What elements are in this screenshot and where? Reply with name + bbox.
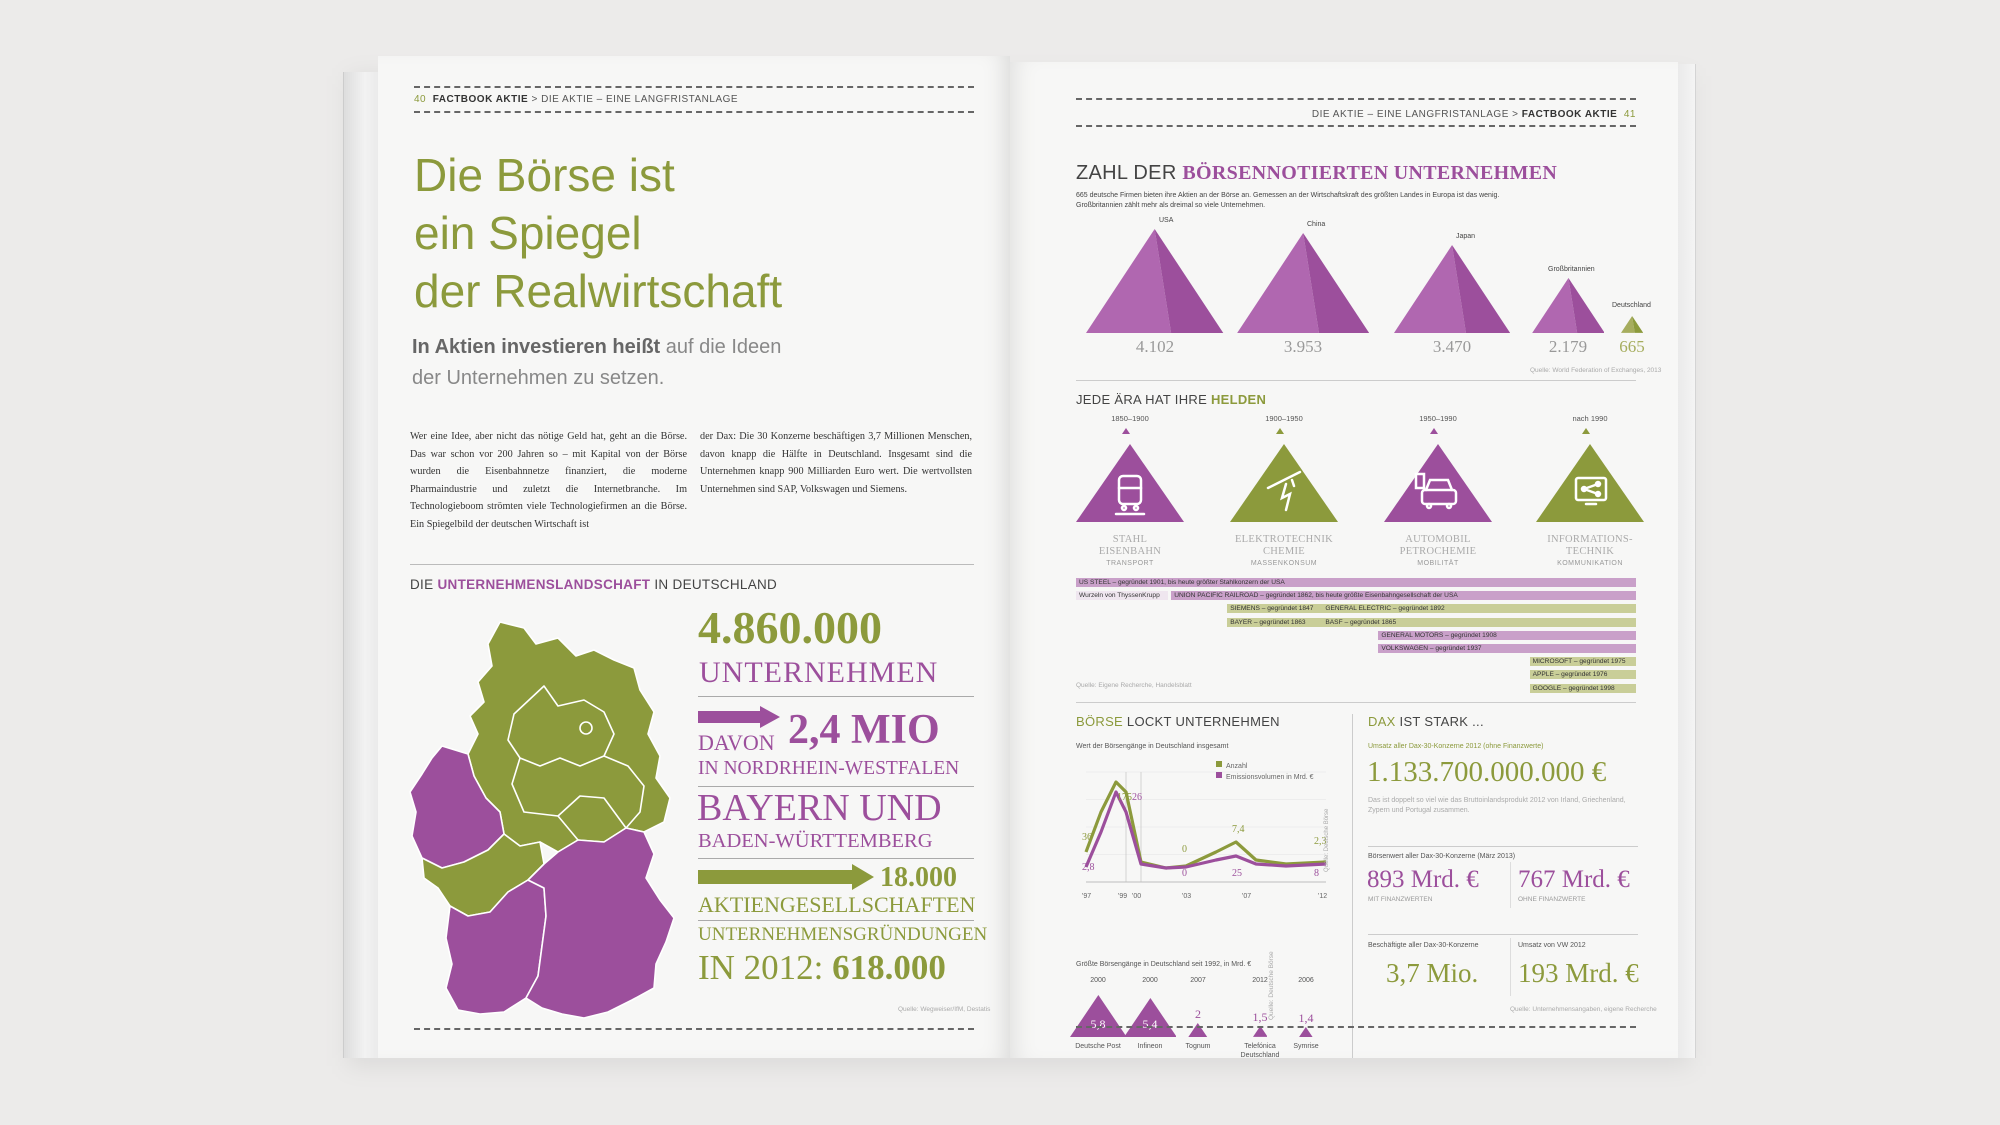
ipo-annotation: 26 — [1132, 792, 1142, 803]
ipo-annotation: 0 — [1182, 868, 1187, 879]
era-period: 1850–1900 — [1111, 414, 1149, 423]
largest-ipo-name: Deutsche Post — [1075, 1043, 1121, 1050]
timeline-bar: Wurzeln von ThyssenKrupp — [1076, 591, 1168, 600]
era-name-2: TECHNIK — [1565, 546, 1615, 557]
largest-ipo-year: 2000 — [1142, 977, 1158, 984]
timeline-bar: SIEMENS – gegründet 1847 — [1227, 604, 1636, 613]
era-period: 1950–1990 — [1419, 414, 1457, 423]
map-bayern-region — [526, 828, 674, 1018]
largest-ipo-value: 1,5 — [1252, 1010, 1268, 1025]
left-page — [378, 56, 1010, 1058]
largest-ipo-pyramid — [1299, 1027, 1313, 1037]
stat-davon: DAVON — [698, 730, 775, 755]
stat-bw-label: BADEN-WÜRTTEMBERG — [698, 830, 933, 852]
ipo-title: BÖRSE LOCKT UNTERNEHMEN — [1076, 714, 1280, 729]
dax-title: DAX IST STARK ... — [1368, 714, 1484, 729]
ipo-x-label: '97 — [1082, 893, 1092, 900]
ipo-x-label: '03 — [1182, 893, 1192, 900]
timeline-bar: GOOGLE – gegründet 1998 — [1530, 684, 1636, 693]
left-source-note: Quelle: Wegweiser/IfM, Destatis — [898, 1006, 991, 1013]
arrow-right-icon — [698, 706, 780, 728]
page-stack-right — [1676, 64, 1696, 1058]
dax-employees-value: 3,7 Mio. — [1386, 958, 1479, 988]
pyramid-usa — [1086, 229, 1223, 333]
top-dashed-rule — [1076, 98, 1636, 100]
pyramid-value-japan: 3.470 — [1432, 337, 1472, 356]
pyramid-label-japan: Japan — [1456, 233, 1476, 241]
largest-ipo-value: 1,4 — [1298, 1010, 1314, 1025]
stat-total-companies: 4.860.000 — [698, 602, 882, 653]
pyramid-value-china: 3.953 — [1283, 337, 1323, 356]
era-name-1: ELEKTROTECHNIK — [1234, 534, 1334, 545]
era-name-1: INFORMATIONS- — [1547, 534, 1633, 545]
companies-intro-2: Großbritannien zählt mehr als dreimal so viele Unternehmen. — [1076, 202, 1266, 209]
section-divider — [1076, 380, 1636, 381]
largest-ipo-year: 2006 — [1298, 977, 1314, 984]
era-name-1: AUTOMOBIL — [1405, 534, 1471, 545]
ipo-annotation: 8 — [1314, 868, 1319, 879]
era-sub: MASSENKONSUM — [1250, 560, 1318, 567]
largest-ipo-pyramid — [1188, 1023, 1208, 1037]
dax-divider — [1368, 934, 1638, 935]
body-column-2: der Dax: Die 30 Konzerne beschäftigen 3,7 Millionen Menschen, davon knapp die Hälfte in Deutschland. Insgesamt sind die Unternehmen knapp 900 Milliarden Euro wert. Die wertvollsten Unternehmen sind SAP, Volkswagen und Siemens. — [700, 431, 972, 495]
ipo-x-label: '99 — [1118, 893, 1128, 900]
dax-mini-divider — [1510, 938, 1511, 996]
timeline-bar: GENERAL MOTORS – gegründet 1908 — [1378, 631, 1636, 640]
timeline-bar: UNION PACIFIC RAILROAD – gegründet 1862, bis heute größte Eisenbahngesellschaft der USA — [1171, 591, 1636, 600]
page-subtitle: In Aktien investieren heißt auf die Ideen der Unternehmen zu setzen. — [412, 336, 782, 389]
dax-mcap-label: Börsenwert aller Dax-30-Konzerne (März 2013) — [1368, 853, 1516, 860]
dax-source: Quelle: Unternehmensangaben, eigene Recherche — [1510, 1006, 1657, 1013]
page-stack-left — [343, 72, 379, 1058]
bottom-dashed-rule — [1076, 1026, 1636, 1028]
largest-ipo-name: Tognum — [1185, 1043, 1211, 1050]
stat-ag-label: AKTIENGESELLSCHAFTEN — [698, 892, 976, 917]
pyramid-label-großbritannien: Großbritannien — [1548, 265, 1595, 273]
page-title: Die Börse ist ein Spiegel der Realwirtschaft — [414, 149, 783, 317]
timeline-bar: GENERAL ELECTRIC – gegründet 1892 — [1322, 604, 1636, 613]
body-column-1: Wer eine Idee, aber nicht das nötige Geld hat, geht an die Börse. Das war schon vor 200 Jahren so – mit Kapital von der Börse wurden die Eisenbahnnetze finanziert, die moderne Pharmaindustrie und zuletzt die Internetbranche. Im Technologieboom strömten viele Technologiefirmen an die Börse. Ein Spiegelbild der deutschen Wirtschaft ist — [410, 431, 687, 530]
vw-turnover-label: Umsatz von VW 2012 — [1518, 942, 1586, 949]
era-pyramid — [1074, 428, 1186, 524]
largest-ipo-name: Infineon — [1137, 1043, 1163, 1050]
largest-ipo-title: Größte Börsengänge in Deutschland seit 1992, in Mrd. € — [1076, 961, 1252, 968]
pyramid-value-usa: 4.102 — [1135, 337, 1175, 356]
legend-swatch-b — [1216, 772, 1222, 778]
largest-ipo-value: 5,4 — [1142, 1017, 1158, 1031]
companies-title: ZAHL DER BÖRSENNOTIERTEN UNTERNEHMEN — [1076, 162, 1558, 184]
largest-ipo-value: 2 — [1195, 1006, 1201, 1021]
stat-founding-label: UNTERNEHMENSGRÜNDUNGEN — [698, 924, 988, 945]
legend-label-b: Emissionsvolumen in Mrd. € — [1226, 774, 1314, 781]
ipo-annotation: 175 — [1117, 792, 1132, 803]
ipo-annotation: 36 — [1082, 832, 1092, 843]
bottom-dashed-rule — [414, 1028, 974, 1030]
era-pyramid — [1382, 428, 1494, 524]
timeline-bar: VOLKSWAGEN – gegründet 1937 — [1378, 644, 1636, 653]
vw-turnover-value: 193 Mrd. € — [1518, 958, 1639, 988]
pyramid-deutschland — [1621, 316, 1643, 333]
top-dashed-rule — [414, 86, 974, 88]
era-name-2: CHEMIE — [1262, 546, 1306, 557]
ipo-annotation: 0 — [1182, 844, 1187, 855]
section-divider — [410, 564, 974, 565]
top-dashed-rule-2 — [414, 111, 974, 113]
era-name-2: EISENBAHN — [1098, 546, 1162, 557]
stat-nrw-count: 2,4 MIO — [788, 707, 940, 753]
pyramid-value-deutschland: 665 — [1619, 337, 1645, 356]
dax-mcap-with-fin: 893 Mrd. € — [1367, 866, 1479, 893]
pyramid-großbritannien — [1532, 278, 1605, 333]
era-sub: MOBILITÄT — [1417, 560, 1459, 567]
legend-swatch-a — [1216, 761, 1222, 767]
germany-map — [408, 616, 698, 1046]
dax-turnover-note: Das ist doppelt so viel wie das Bruttoinlandsprodukt 2012 von Irland, Griechenland, Zypern und Portugal zusammen. — [1368, 797, 1626, 814]
era-name-2: PETROCHEMIE — [1399, 546, 1477, 557]
ipo-subtitle: Wert der Börsengänge in Deutschland insgesamt — [1076, 743, 1229, 750]
dax-turnover-value: 1.133.700.000.000 € — [1367, 756, 1607, 788]
arrow-right-icon — [698, 864, 874, 890]
column-divider — [1352, 714, 1353, 1058]
ipo-annotation: 7,4 — [1232, 824, 1245, 835]
largest-ipo-year: 2000 — [1090, 977, 1106, 984]
stat-rule — [698, 696, 974, 697]
heroes-title: JEDE ÄRA HAT IHRE HELDEN — [1076, 392, 1267, 407]
largest-ipo-year: 2007 — [1190, 977, 1206, 984]
dax-mini-divider — [1510, 862, 1511, 908]
ipo-annotation: 2,8 — [1082, 862, 1095, 873]
heroes-source: Quelle: Eigene Recherche, Handelsblatt — [1076, 682, 1192, 689]
timeline-bar: BAYER – gegründet 1863 — [1227, 618, 1636, 627]
legend-label-a: Anzahl — [1226, 763, 1248, 770]
pyramid-label-china: China — [1307, 220, 1326, 228]
stat-rule — [698, 920, 974, 921]
era-pyramid — [1534, 428, 1646, 524]
dax-mcap-without-fin-note: OHNE FINANZWERTE — [1518, 896, 1586, 903]
ipo-source: Quelle: Deutsche Börse — [1268, 951, 1275, 1020]
pyramid-value-großbritannien: 2.179 — [1548, 337, 1588, 356]
pyramid-japan — [1394, 245, 1510, 333]
largest-ipo-year: 2012 — [1252, 977, 1268, 984]
timeline-bar: APPLE – gegründet 1976 — [1530, 670, 1636, 679]
largest-ipo-name: Symrise — [1293, 1043, 1319, 1050]
largest-ipo-value: 5,8 — [1090, 1017, 1106, 1031]
dax-employees-label: Beschäftigte aller Dax-30-Konzerne — [1368, 942, 1479, 949]
stat-bayern-label: BAYERN UND — [697, 787, 942, 829]
era-sub: TRANSPORT — [1106, 560, 1154, 567]
ipo-x-label: '00 — [1132, 893, 1142, 900]
dax-mcap-without-fin: 767 Mrd. € — [1518, 866, 1630, 893]
dax-divider — [1368, 846, 1638, 847]
stat-nrw-label: IN NORDRHEIN-WESTFALEN — [698, 758, 960, 779]
dax-turnover-label: Umsatz aller Dax-30-Konzerne 2012 (ohne Finanzwerte) — [1368, 743, 1544, 750]
right-running-header: DIE AKTIE – EINE LANGFRISTANLAGE > FACTBOOK AKTIE 41 — [1311, 109, 1636, 120]
top-dashed-rule-2 — [1076, 125, 1636, 127]
ipo-x-label: '12 — [1318, 893, 1328, 900]
timeline-bar: MICROSOFT – gegründet 1975 — [1530, 657, 1636, 666]
ipo-annotation: 2,3 — [1314, 836, 1327, 847]
right-page — [1010, 62, 1678, 1058]
timeline-bar: US STEEL – gegründet 1901, bis heute größter Stahlkonzern der USA — [1076, 578, 1636, 587]
left-running-header: 40 FACTBOOK AKTIE > DIE AKTIE – EINE LANGFRISTANLAGE — [414, 94, 739, 105]
largest-ipo-name: Telefónica Deutschland — [1240, 1043, 1280, 1058]
pyramid-label-deutschland: Deutschland — [1612, 302, 1651, 310]
landscape-section-heading: DIE UNTERNEHMENSLANDSCHAFT IN DEUTSCHLAND — [410, 577, 778, 592]
stat-founding-row: IN 2012: 618.000 — [698, 948, 946, 987]
era-sub: KOMMUNIKATION — [1557, 560, 1623, 567]
era-period: nach 1990 — [1572, 414, 1608, 423]
ipo-line-chart — [1076, 752, 1336, 942]
era-period: 1900–1950 — [1265, 414, 1303, 423]
companies-intro-1: 665 deutsche Firmen bieten ihre Aktien an der Börse an. Gemessen an der Wirtschaftskraft des größten Landes in Europa ist das wenig. — [1076, 192, 1500, 199]
ipo-x-label: '07 — [1242, 893, 1252, 900]
pyramid-label-usa: USA — [1159, 217, 1174, 224]
ipo-chart-source: Quelle: Deutsche Börse — [1324, 808, 1330, 872]
dax-mcap-with-fin-note: MIT FINANZWERTEN — [1368, 896, 1433, 903]
companies-source: Quelle: World Federation of Exchanges, 2013 — [1530, 367, 1662, 374]
section-divider — [1076, 702, 1636, 703]
timeline-bar: BASF – gegründet 1865 — [1322, 618, 1636, 627]
era-pyramid — [1228, 428, 1340, 524]
pyramid-china — [1237, 233, 1369, 333]
ipo-annotation: 25 — [1232, 868, 1242, 879]
stat-rule — [698, 858, 974, 859]
stat-ag-count: 18.000 — [880, 862, 957, 893]
era-name-1: STAHL — [1112, 534, 1148, 545]
stat-companies-label: UNTERNEHMEN — [699, 656, 939, 689]
